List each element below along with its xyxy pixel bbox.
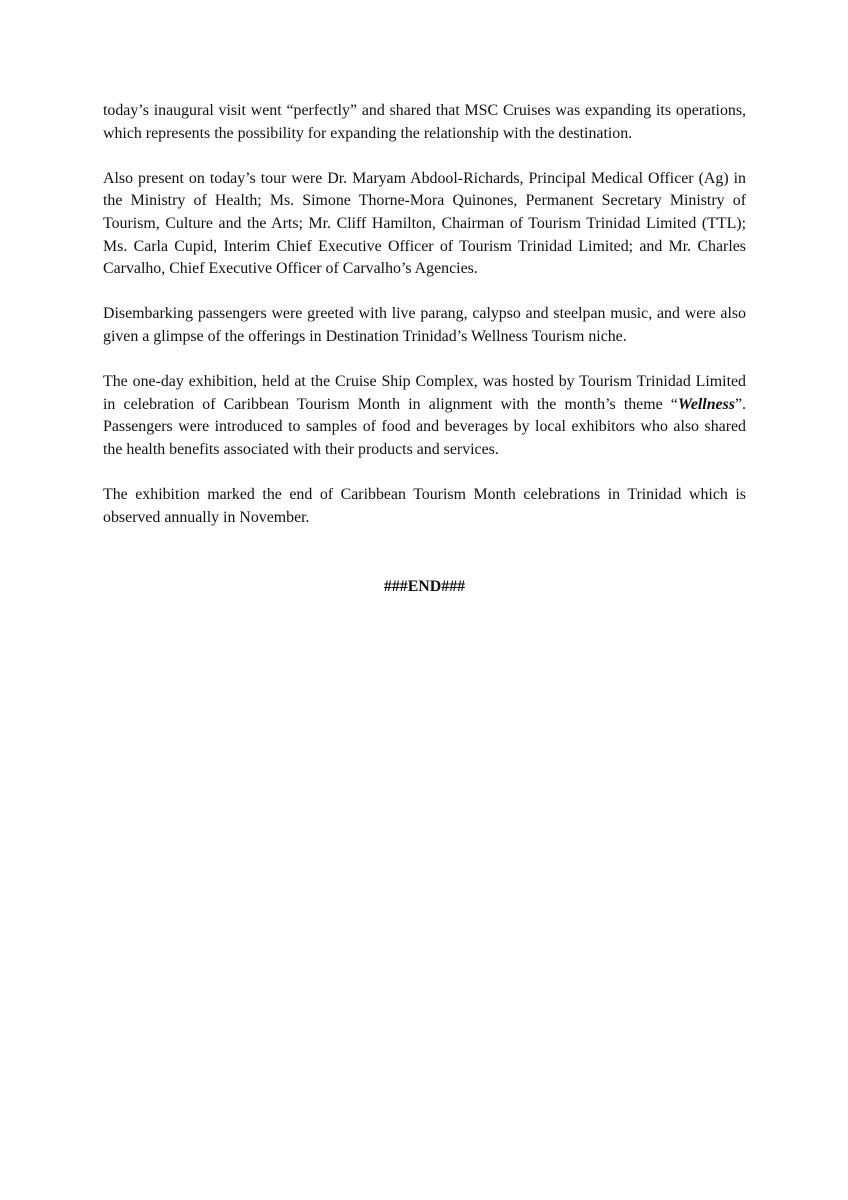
exhibition-text-before: The one-day exhibition, held at the Cruise Ship Complex, was hosted by Tourism Trinidad Limited in celebration of Caribbean Tourism Month in alignment with the month’s theme “	[103, 373, 746, 413]
exhibition-text-after: ”. Passengers were introduced to samples of food and beverages by local exhibitors who also shared the health benefits associated with their products and services.	[103, 395, 746, 458]
paragraph-msc-visit: today’s inaugural visit went “perfectly” and shared that MSC Cruises was expanding its operations, which represents the possibility for expanding the relationship with the destination.	[103, 102, 746, 142]
end-marker: ###END###	[383, 578, 466, 596]
document-page	[103, 100, 746, 599]
paragraph-closing: The exhibition marked the end of Caribbean Tourism Month celebrations in Trinidad which is observed annually in November.	[103, 486, 746, 526]
paragraph-exhibition	[103, 371, 746, 461]
wellness-theme-emphasis: Wellness	[677, 395, 735, 413]
paragraph-tour-attendees: Also present on today’s tour were Dr. Maryam Abdool-Richards, Principal Medical Officer (Ag) in the Ministry of Health; Ms. Simone Thorne-Mora Quinones, Permanent Secretary Ministry of Tourism, Culture and the Arts; Mr. Cliff Hamilton, Chairman of Tourism Trinidad Limited (TTL); Ms. Carla Cupid, Interim Chief Executive Officer of Tourism Trinidad Limited; and Mr. Charles Carvalho, Chief Executive Officer of Carvalho’s Agencies.	[103, 169, 746, 278]
paragraph-disembarking-passengers: Disembarking passengers were greeted with live parang, calypso and steelpan music, and were also given a glimpse of the offerings in Destination Trinidad’s Wellness Tourism niche.	[103, 305, 746, 345]
